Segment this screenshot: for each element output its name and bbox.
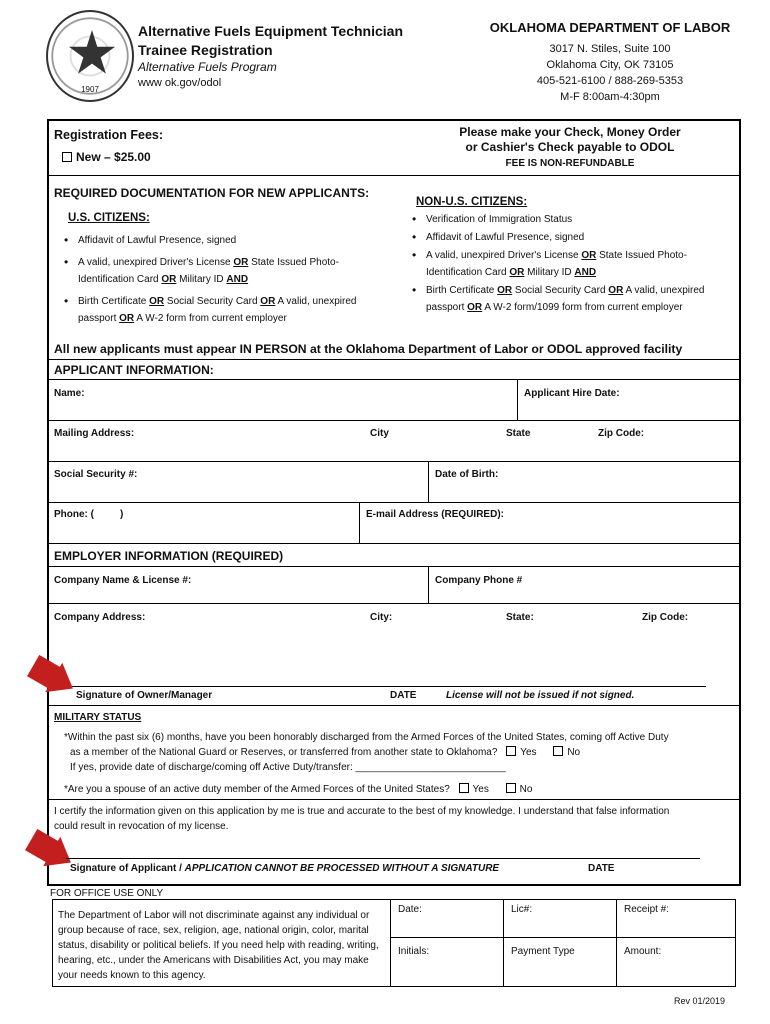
office-date-label: Date:: [398, 904, 422, 915]
or-keyword: OR: [467, 302, 483, 313]
applicant-signature-label: [70, 863, 499, 874]
or-keyword: OR: [260, 296, 276, 307]
company-state-label: State:: [506, 612, 534, 623]
office-hours: M-F 8:00am-4:30pm: [560, 91, 660, 103]
or-keyword: OR: [608, 285, 624, 296]
no-label: No: [519, 784, 533, 795]
seal-year: 1907: [81, 85, 99, 94]
office-use-heading: FOR OFFICE USE ONLY: [50, 888, 164, 899]
signature-line: [66, 858, 700, 859]
list-item: [408, 211, 718, 228]
hire-date-field[interactable]: [518, 380, 740, 420]
us-item-birth-text: Birth Certificate: [78, 296, 150, 307]
list-item: [60, 232, 390, 249]
military-q1-line-1: *Within the past six (6) months, have you been honorably discharged from the Armed Forces of the United States, coming off Active Duty: [64, 732, 669, 743]
non-refundable-note: FEE IS NON-REFUNDABLE: [505, 158, 635, 169]
non-us-item-affidavit: Affidavit of Lawful Presence, signed: [426, 232, 585, 243]
form-title: [138, 22, 403, 60]
applicant-date-label: DATE: [588, 863, 615, 874]
company-phone-field[interactable]: [429, 567, 740, 603]
signature-required-note: APPLICATION CANNOT BE PROCESSED WITHOUT A SIGNATURE: [184, 863, 500, 874]
dob-label: Date of Birth:: [435, 469, 499, 480]
divider: [48, 799, 740, 800]
military-discharge-date[interactable]: If yes, provide date of discharge/coming off Active Duty/transfer: ___________________________: [70, 762, 506, 773]
zip-field[interactable]: [596, 421, 740, 461]
us-item-birth-text: Social Security Card: [164, 296, 261, 307]
nondiscrimination-notice: The Department of Labor will not discriminate against any individual or group because of race, sex, religion, age, national origin, color, marital status, disability or political beliefs. If you need help with reading, writing, hearing, etc., under the Americans with Disabilities Act, you may make your needs known to this agency.: [58, 910, 379, 981]
certification-line-1: I certify the information given on this application by me is true and accurate to the best of my knowledge. I understand that false information: [54, 806, 670, 817]
email-label: E-mail Address (REQUIRED):: [366, 509, 504, 520]
or-keyword: OR: [497, 285, 513, 296]
military-q2-yes-checkbox[interactable]: [459, 783, 469, 793]
office-payment-label: Payment Type: [511, 946, 575, 957]
non-us-item-license-text: State Issued Photo-Identification Card: [426, 250, 687, 278]
or-keyword: OR: [149, 296, 165, 307]
us-item-license-text: Military ID: [176, 274, 227, 285]
military-heading: MILITARY STATUS: [54, 712, 142, 723]
list-item: [60, 293, 390, 327]
new-fee-checkbox[interactable]: [62, 152, 72, 162]
or-keyword: OR: [581, 250, 597, 261]
us-item-birth-text: A valid, unexpired passport: [78, 296, 357, 324]
divider: [503, 899, 504, 987]
address-line-1: 3017 N. Stiles, Suite 100: [549, 43, 671, 55]
new-fee-option[interactable]: [62, 150, 151, 164]
company-phone-label: Company Phone #: [435, 575, 523, 586]
divider: [48, 543, 740, 544]
title-line-2: Trainee Registration: [138, 42, 273, 58]
name-label: Name:: [54, 388, 85, 399]
ssn-field[interactable]: [48, 462, 428, 502]
list-item: [408, 229, 718, 246]
list-item: [408, 247, 718, 281]
divider: [48, 175, 740, 176]
new-fee-label: New – $25.00: [76, 150, 151, 164]
applicant-signature-field[interactable]: [66, 826, 700, 858]
or-keyword: OR: [233, 257, 249, 268]
military-q2-yes[interactable]: [459, 784, 489, 795]
owner-date-label: DATE: [390, 690, 417, 701]
list-item: [408, 282, 718, 316]
email-field[interactable]: [360, 503, 740, 543]
divider: [48, 359, 740, 360]
ssn-label: Social Security #:: [54, 469, 138, 480]
non-us-doc-list: [408, 211, 718, 321]
military-question-1: [64, 730, 734, 775]
military-q1-yes-checkbox[interactable]: [506, 746, 516, 756]
military-q1-yes[interactable]: [506, 747, 536, 758]
company-address-label: Company Address:: [54, 612, 146, 623]
employer-heading: EMPLOYER INFORMATION (REQUIRED): [54, 549, 284, 563]
or-keyword: OR: [509, 267, 525, 278]
military-q1-text: as a member of the National Guard or Reserves, or transferred from another state to Oklahoma?: [70, 747, 498, 758]
docs-heading: REQUIRED DOCUMENTATION FOR NEW APPLICANTS:: [54, 186, 370, 200]
title-line-1: Alternative Fuels Equipment Technician: [138, 23, 404, 39]
company-city-field[interactable]: [368, 604, 504, 640]
or-keyword: OR: [119, 313, 135, 324]
military-q1-no[interactable]: [553, 747, 580, 758]
military-q1-no-checkbox[interactable]: [553, 746, 563, 756]
company-name-field[interactable]: [48, 567, 428, 603]
name-field[interactable]: [48, 380, 516, 420]
us-citizens-heading: U.S. CITIZENS:: [68, 212, 150, 224]
company-city-label: City:: [370, 612, 393, 623]
us-doc-list: [60, 232, 390, 332]
non-us-item-license-text: A valid, unexpired Driver's License: [426, 250, 582, 261]
state-label: State: [506, 428, 531, 439]
signature-line: [72, 686, 706, 687]
fees-label: Registration Fees:: [54, 128, 164, 142]
company-state-field[interactable]: [504, 604, 640, 640]
company-name-label: Company Name & License #:: [54, 575, 192, 586]
office-initials-label: Initials:: [398, 946, 430, 957]
yes-label: Yes: [472, 784, 489, 795]
non-us-item-birth-text: Social Security Card: [512, 285, 609, 296]
license-warning: License will not be issued if not signed.: [446, 690, 635, 701]
phone-close: ): [120, 509, 124, 520]
non-us-item-license-text: Military ID: [524, 267, 575, 278]
owner-signature-field[interactable]: [72, 650, 706, 686]
applicant-heading: APPLICANT INFORMATION:: [54, 363, 214, 377]
no-label: No: [567, 747, 581, 758]
applicant-signature-text: Signature of Applicant /: [70, 863, 185, 874]
office-receipt-label: Receipt #:: [624, 904, 670, 915]
star-icon: [68, 30, 116, 78]
zip-label: Zip Code:: [598, 428, 645, 439]
payment-instructions: [420, 125, 720, 171]
military-q2-no[interactable]: [506, 784, 533, 795]
non-us-item-immigration: Verification of Immigration Status: [426, 214, 573, 225]
us-item-license-text: A valid, unexpired Driver's License: [78, 257, 234, 268]
yes-label: Yes: [520, 747, 537, 758]
and-keyword: AND: [226, 274, 249, 285]
phone-open: Phone: (: [54, 509, 94, 520]
company-zip-label: Zip Code:: [642, 612, 689, 623]
in-person-notice: All new applicants must appear IN PERSON at the Oklahoma Department of Labor or ODOL approved facility: [54, 342, 683, 356]
us-item-birth-text: A W-2 form from current employer: [134, 313, 287, 324]
divider: [390, 899, 391, 987]
hire-date-label: Applicant Hire Date:: [524, 388, 620, 399]
mailing-address-label: Mailing Address:: [54, 428, 135, 439]
program-name: Alternative Fuels Program: [138, 60, 277, 74]
military-q2-no-checkbox[interactable]: [506, 783, 516, 793]
non-us-citizens-heading: NON-U.S. CITIZENS:: [416, 196, 528, 208]
mailing-address-field[interactable]: [48, 421, 368, 461]
phone-numbers: 405-521-6100 / 888-269-5353: [536, 75, 684, 87]
office-lic-label: Lic#:: [511, 904, 533, 915]
address-line-2: Oklahoma City, OK 73105: [546, 59, 674, 71]
certification-line-2: could result in revocation of my license.: [54, 821, 229, 832]
us-item-license-text: State Issued Photo-Identification Card: [78, 257, 339, 285]
phone-field[interactable]: [48, 503, 358, 543]
divider: [48, 705, 740, 706]
non-us-item-birth-text: Birth Certificate: [426, 285, 498, 296]
city-label: City: [370, 428, 389, 439]
divider: [616, 899, 617, 987]
state-field[interactable]: [504, 421, 596, 461]
or-keyword: OR: [161, 274, 177, 285]
non-us-item-birth-text: A W-2 form/1099 form from current employer: [482, 302, 683, 313]
company-address-field[interactable]: [48, 604, 368, 640]
department-block: [470, 20, 750, 105]
revision-date: Rev 01/2019: [674, 996, 726, 1006]
check-line-2: or Cashier's Check payable to ODOL: [465, 140, 675, 154]
military-q1-line-2: [64, 745, 734, 760]
divider: [390, 937, 736, 938]
us-item-affidavit: Affidavit of Lawful Presence, signed: [78, 235, 237, 246]
owner-signature-label: Signature of Owner/Manager: [76, 690, 213, 701]
check-line-1: Please make your Check, Money Order: [459, 125, 681, 139]
list-item: [60, 254, 390, 288]
and-keyword: AND: [574, 267, 597, 278]
website[interactable]: www ok.gov/odol: [138, 77, 222, 89]
office-amount-label: Amount:: [624, 946, 662, 957]
department-name: OKLAHOMA DEPARTMENT OF LABOR: [489, 20, 731, 35]
city-field[interactable]: [368, 421, 504, 461]
military-question-2: [64, 783, 532, 795]
state-seal: [46, 10, 134, 102]
non-us-item-birth-text: A valid, unexpired passport: [426, 285, 705, 313]
military-q2-text: *Are you a spouse of an active duty member of the Armed Forces of the United States?: [64, 784, 450, 795]
company-zip-field[interactable]: [640, 604, 740, 640]
dob-field[interactable]: [429, 462, 740, 502]
